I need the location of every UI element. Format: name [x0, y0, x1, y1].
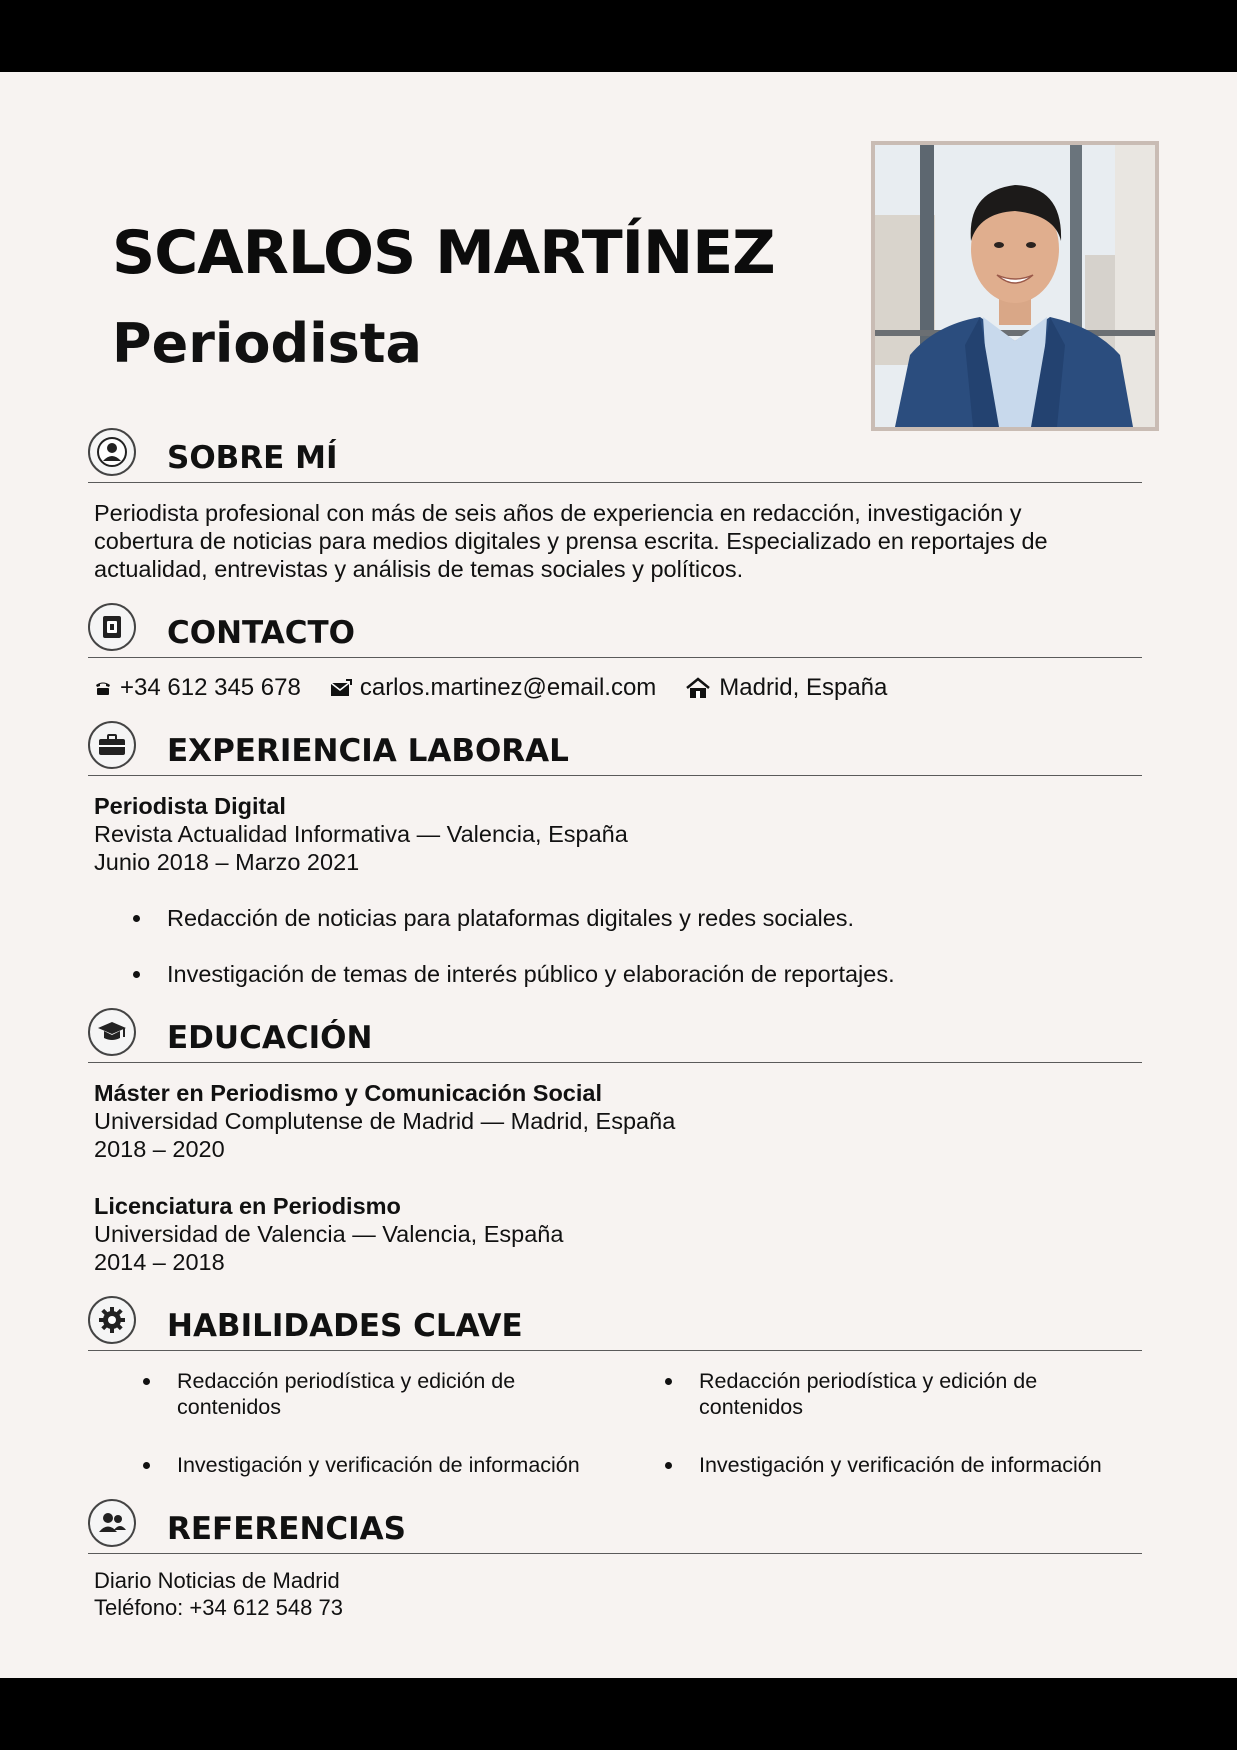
- skill-line: contenidos: [699, 1395, 803, 1419]
- person-icon: [88, 428, 136, 476]
- about-line: actualidad, entrevistas y análisis de temas sociales y políticos.: [94, 556, 744, 582]
- reference-org: Diario Noticias de Madrid: [94, 1568, 340, 1593]
- experience-bullet-text: Investigación de temas de interés público y elaboración de reportajes.: [167, 961, 895, 987]
- skill-line: Redacción periodística y edición de: [699, 1369, 1038, 1393]
- mail-icon: [330, 679, 352, 697]
- home-location-icon: [685, 677, 711, 699]
- education-dates: 2014 – 2018: [94, 1249, 225, 1275]
- about-text: [94, 499, 1048, 583]
- education-degree: Licenciatura en Periodismo: [94, 1193, 401, 1219]
- education-school: Universidad de Valencia — Valencia, España: [94, 1221, 564, 1247]
- contact-location-text: Madrid, España: [719, 674, 888, 701]
- list-item: [167, 960, 895, 988]
- list-item: [167, 904, 895, 932]
- contact-row: [94, 673, 916, 703]
- section-skills-header: [88, 1300, 1142, 1351]
- profile-photo: [871, 141, 1159, 431]
- education-dates: 2018 – 2020: [94, 1136, 225, 1162]
- references-entry: [94, 1567, 343, 1621]
- reference-phone: Teléfono: +34 612 548 73: [94, 1595, 343, 1620]
- job-dates: Junio 2018 – Marzo 2021: [94, 849, 360, 875]
- skill-line: Investigación y verificación de información: [699, 1453, 1102, 1477]
- experience-bullet-text: Redacción de noticias para plataformas digitales y redes sociales.: [167, 905, 855, 931]
- skill-item: [177, 1452, 580, 1478]
- section-contact-header: [88, 607, 1142, 658]
- section-about-header: [88, 432, 1142, 483]
- job-company: Revista Actualidad Informativa — Valencia, España: [94, 821, 628, 847]
- job-title: Periodista Digital: [94, 793, 286, 819]
- experience-bullets: [167, 904, 895, 988]
- section-education-title: EDUCACIÓN: [167, 1020, 373, 1056]
- skill-line: Investigación y verificación de información: [177, 1453, 580, 1477]
- contact-phone-text: +34 612 345 678: [120, 674, 301, 701]
- briefcase-icon: [88, 721, 136, 769]
- contact-email-text: carlos.martinez@email.com: [359, 674, 657, 701]
- education-degree: Máster en Periodismo y Comunicación Social: [94, 1080, 603, 1106]
- section-references-title: REFERENCIAS: [167, 1511, 406, 1547]
- contact-phone[interactable]: [94, 674, 301, 702]
- education-school: Universidad Complutense de Madrid — Madrid, España: [94, 1108, 676, 1134]
- section-experience-title: EXPERIENCIA LABORAL: [167, 733, 569, 769]
- contact-email[interactable]: [330, 674, 656, 702]
- skill-item: [177, 1368, 515, 1420]
- section-about-title: SOBRE MÍ: [167, 440, 338, 476]
- profile-photo-illustration: [875, 145, 1155, 427]
- about-line: Periodista profesional con más de seis años de experiencia en redacción, investigación y: [94, 500, 1022, 526]
- candidate-name: SCARLOS MARTÍNEZ: [112, 218, 775, 288]
- contact-location: [685, 674, 887, 702]
- address-book-icon: [88, 603, 136, 651]
- phone-icon: [94, 679, 112, 697]
- graduation-cap-icon: [88, 1008, 136, 1056]
- skill-item: [699, 1452, 1102, 1478]
- skill-line: Redacción periodística y edición de: [177, 1369, 516, 1393]
- section-references-header: [88, 1503, 1142, 1554]
- section-contact-title: CONTACTO: [167, 615, 356, 651]
- skill-line: contenidos: [177, 1395, 281, 1419]
- section-experience-header: [88, 725, 1142, 776]
- experience-entry: [94, 792, 628, 876]
- education-entry: [94, 1079, 675, 1163]
- candidate-role: Periodista: [112, 312, 422, 375]
- about-line: cobertura de noticias para medios digitales y prensa escrita. Especializado en reportajes de: [94, 528, 1048, 554]
- people-icon: [88, 1499, 136, 1547]
- gear-icon: [88, 1296, 136, 1344]
- section-skills-title: HABILIDADES CLAVE: [167, 1308, 523, 1344]
- education-entry: [94, 1192, 563, 1276]
- skill-item: [699, 1368, 1037, 1420]
- section-education-header: [88, 1012, 1142, 1063]
